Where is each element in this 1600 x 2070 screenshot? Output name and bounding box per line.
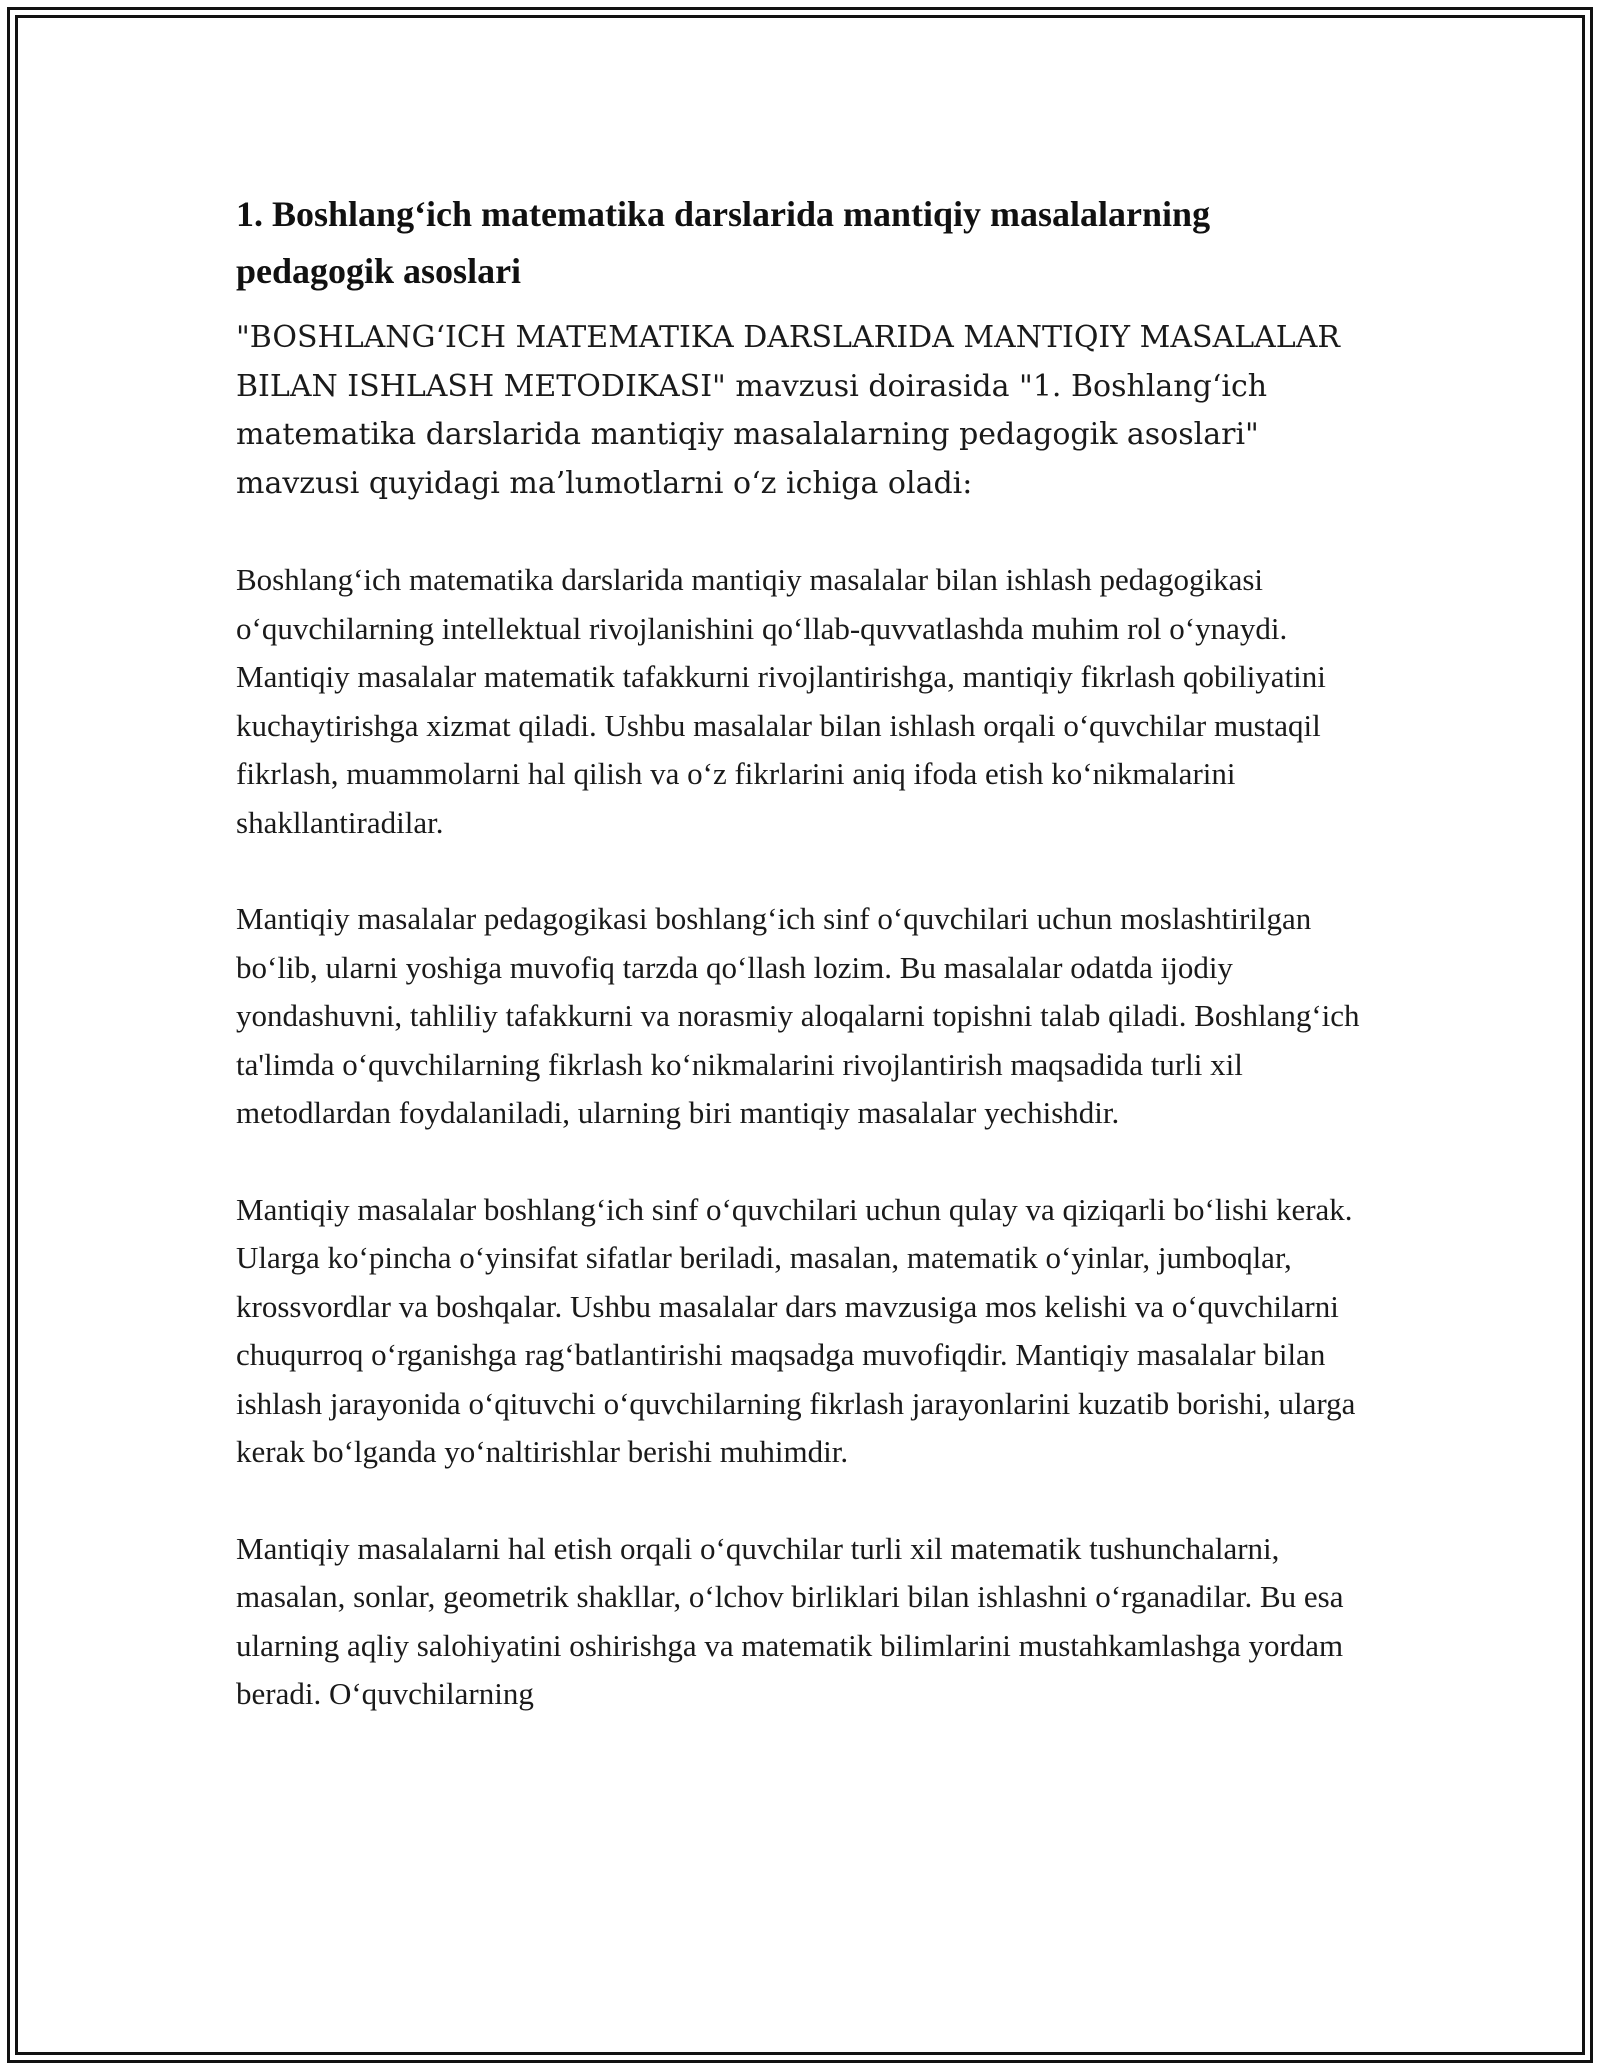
paragraph-intro: "BOSHLANG‘ICH MATEMATIKA DARSLARIDA MANTIQIY MASALALAR BILAN ISHLASH METODIKASI" mavzusi doirasida "1. Boshlang‘ich matematika darslarida mantiqiy masalalarning pedagogik asoslari" mavzusi quyidagi ma’lumotlarni o‘z ichiga oladi: xyxy=(236,320,1340,501)
document-title: 1. Boshlang‘ich matematika darslarida mantiqiy masalalarning pedagogik asoslari xyxy=(236,194,1211,291)
document-body xyxy=(236,186,1364,1767)
paragraph: Mantiqiy masalalar boshlang‘ich sinf o‘quvchilari uchun qulay va qiziqarli bo‘lishi kerak. Ularga ko‘pincha o‘yinsifat sifatlar beriladi, masalan, matematik o‘yinlar, jumboqlar, krossvordlar va boshqalar. Ushbu masalalar dars mavzusiga mos kelishi va o‘quvchilarni chuqurroq o‘rganishga rag‘batlantirishi maqsadga muvofiqdir. Mantiqiy masalalar bilan ishlash jarayonida o‘qituvchi o‘quvchilarning fikrlash jarayonlarini kuzatib borishi, ularga kerak bo‘lganda yo‘naltirishlar berishi muhimdir. xyxy=(236,1191,1356,1469)
paragraph: Mantiqiy masalalarni hal etish orqali o‘quvchilar turli xil matematik tushunchalarni, masalan, sonlar, geometrik shakllar, o‘lchov birliklari bilan ishlashni o‘rganadilar. Bu esa ularning aqliy salohiyatini oshirishga va matematik bilimlarini mustahkamlashga yordam beradi. O‘quvchilarning xyxy=(236,1530,1344,1711)
paragraph: Mantiqiy masalalar pedagogikasi boshlang‘ich sinf o‘quvchilari uchun moslashtirilgan bo‘lib, ularni yoshiga muvofiq tarzda qo‘llash lozim. Bu masalalar odatda ijodiy yondashuvni, tahliliy tafakkurni va norasmiy aloqalarni topishni talab qiladi. Boshlang‘ich ta'limda o‘quvchilarning fikrlash ko‘nikmalarini rivojlantirish maqsadida turli xil metodlardan foydalaniladi, ularning biri mantiqiy masalalar yechishdir. xyxy=(236,901,1360,1130)
paragraph: Boshlang‘ich matematika darslarida mantiqiy masalalar bilan ishlash pedagogikasi o‘quvchilarning intellektual rivojlanishini qo‘llab-quvvatlashda muhim rol o‘ynaydi. Mantiqiy masalalar matematik tafakkurni rivojlantirishga, mantiqiy fikrlash qobiliyatini kuchaytirishga xizmat qiladi. Ushbu masalalar bilan ishlash orqali o‘quvchilar mustaqil fikrlash, muammolarni hal qilish va o‘z fikrlarini aniq ifoda etish ko‘nikmalarini shakllantiradilar. xyxy=(236,562,1326,840)
